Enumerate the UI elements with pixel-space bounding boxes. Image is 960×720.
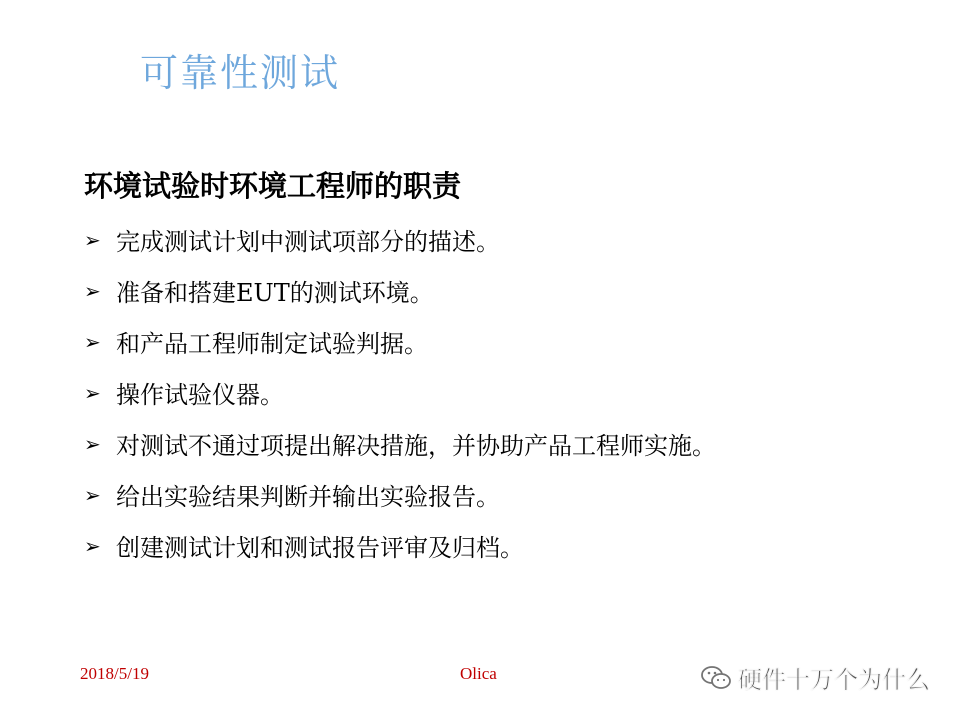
bullet-list xyxy=(84,214,716,571)
bullet-text: 准备和搭建EUT的测试环境。 xyxy=(116,279,434,307)
bullet-text: 和产品工程师制定试验判据。 xyxy=(116,330,428,358)
arrow-bullet-icon: ➢ xyxy=(84,380,101,405)
arrow-bullet-icon: ➢ xyxy=(84,533,101,558)
bullet-text: 完成测试计划中测试项部分的描述。 xyxy=(116,228,500,256)
slide-title: 可靠性测试 xyxy=(140,51,341,95)
list-item xyxy=(84,418,716,469)
arrow-bullet-icon: ➢ xyxy=(84,227,101,252)
arrow-bullet-icon: ➢ xyxy=(84,431,101,456)
bullet-text: 给出实验结果判断并输出实验报告。 xyxy=(116,483,500,511)
bullet-text: 操作试验仪器。 xyxy=(116,381,284,409)
list-item xyxy=(84,316,716,367)
list-item xyxy=(84,367,716,418)
arrow-bullet-icon: ➢ xyxy=(84,278,101,303)
bullet-text: 对测试不通过项提出解决措施，并协助产品工程师实施。 xyxy=(116,432,716,460)
list-item xyxy=(84,214,716,265)
list-item xyxy=(84,469,716,520)
list-item xyxy=(84,520,716,571)
section-heading: 环境试验时环境工程师的职责 xyxy=(84,169,462,203)
watermark-text: 硬件十万个为什么 xyxy=(738,666,930,694)
footer-author: Olica xyxy=(460,664,497,683)
footer-date: 2018/5/19 xyxy=(80,664,149,683)
watermark xyxy=(700,660,930,695)
arrow-bullet-icon: ➢ xyxy=(84,329,101,354)
wechat-icon xyxy=(700,664,732,692)
list-item xyxy=(84,265,716,316)
arrow-bullet-icon: ➢ xyxy=(84,482,101,507)
bullet-text: 创建测试计划和测试报告评审及归档。 xyxy=(116,534,524,562)
